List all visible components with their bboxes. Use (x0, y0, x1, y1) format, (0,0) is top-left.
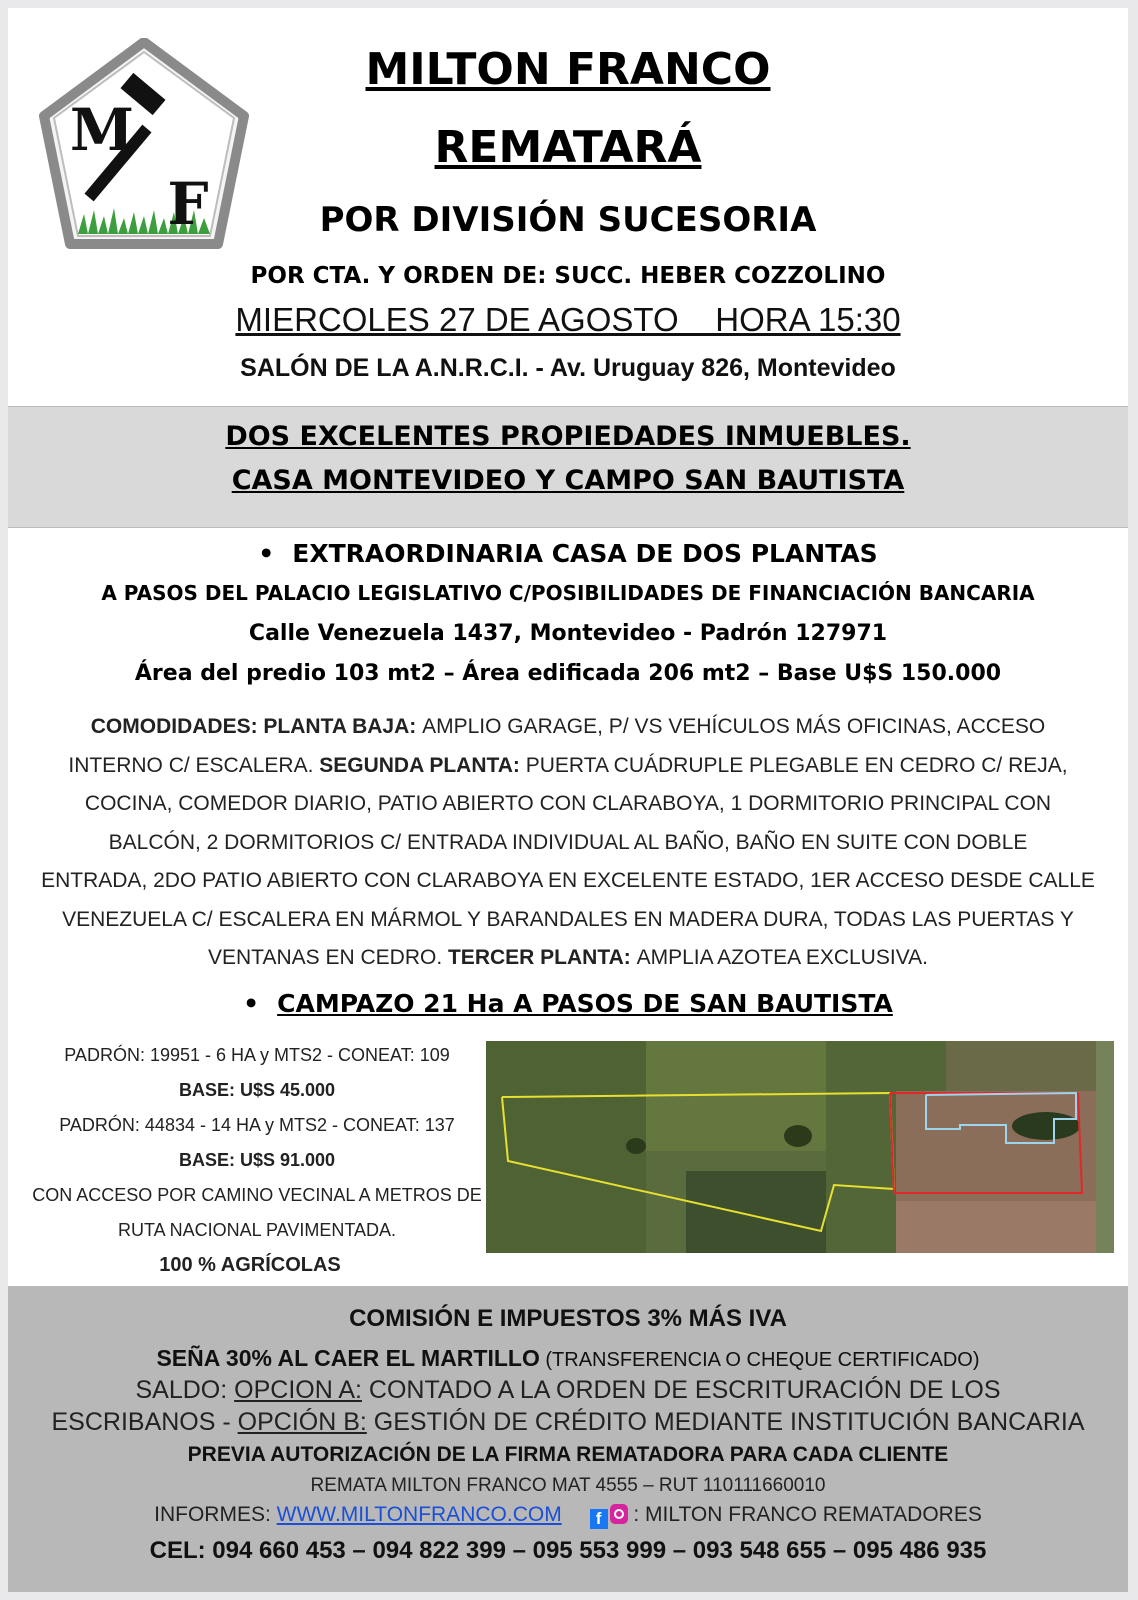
info-contact: INFORMES: WWW.MILTONFRANCO.COM f : MILTON FRANCO REMATADORES (154, 1503, 982, 1528)
prior-authorization: PREVIA AUTORIZACIÓN DE LA FIRMA REMATADORA PARA CADA CLIENTE (187, 1443, 949, 1466)
on-behalf-of: POR CTA. Y ORDEN DE: SUCC. HEBER COZZOLINO (250, 263, 886, 289)
website-link[interactable]: WWW.MILTONFRANCO.COM (276, 1503, 562, 1526)
farm-details (22, 1038, 492, 1283)
title-line-1: MILTON FRANCO (365, 44, 771, 95)
logo-letter-m: M (69, 96, 135, 164)
balance-option-b: ESCRIBANOS - OPCIÓN B: GESTIÓN DE CRÉDITO MEDIANTE INSTITUCIÓN BANCARIA (51, 1408, 1085, 1436)
house-description: COMODIDADES: PLANTA BAJA: AMPLIO GARAGE, P/ VS VEHÍCULOS MÁS OFICINAS, ACCESO INTERNO C/ ESCALERA. SEGUNDA PLANTA: PUERTA CUÁDRUPLE PLEGABLE EN CEDRO C/ REJA, COCINA, COMEDOR DIARIO, PATIO ABIERTO CON CLARABOYA, 1 DORMITORIO PRINCIPAL CON BALCÓN, 2 DORMITORIOS C/ ENTRADA INDIVIDUAL AL BAÑO, BAÑO EN SUITE CON DOBLE ENTRADA, 2DO PATIO ABIERTO CON CLARABOYA EN EXCELENTE ESTADO, 1ER ACCESO DESDE CALLE VENEZUELA C/ ESCALERA EN MÁRMOL Y BARANDALES EN MADERA DURA, TODAS LAS PUERTAS Y VENTANAS EN CEDRO. TERCER PLANTA: AMPLIA AZOTEA EXCLUSIVA. (41, 715, 1095, 969)
farm-title-text: CAMPAZO 21 Ha A PASOS DE SAN BAUTISTA (277, 989, 893, 1018)
house-tagline: A PASOS DEL PALACIO LEGISLATIVO C/POSIBILIDADES DE FINANCIACIÓN BANCARIA (101, 581, 1035, 605)
house-areas-base: Área del predio 103 mt2 – Área edificada 206 mt2 – Base U$S 150.000 (134, 661, 1002, 686)
agricultural-label: 100 % AGRÍCOLAS (159, 1254, 341, 1276)
padron-1: PADRÓN: 19951 - 6 HA y MTS2 - CONEAT: 109 (64, 1045, 450, 1065)
subtitle: POR DIVISIÓN SUCESORIA (319, 200, 817, 240)
base-2: BASE: U$S 91.000 (178, 1150, 336, 1170)
facebook-icon: f (590, 1509, 608, 1529)
flyer (8, 8, 1128, 1592)
base-1: BASE: U$S 45.000 (178, 1080, 336, 1100)
auction-venue: SALÓN DE LA A.N.R.C.I. - Av. Uruguay 826, Montevideo (240, 354, 896, 382)
phone-numbers: CEL: 094 660 453 – 094 822 399 – 095 553 999 – 093 548 655 – 095 486 935 (149, 1537, 987, 1564)
headline-line-1: DOS EXCELENTES PROPIEDADES INMUEBLES. (225, 421, 911, 452)
access-line-2: RUTA NACIONAL PAVIMENTADA. (117, 1220, 397, 1240)
headline-band (8, 406, 1128, 528)
deposit-terms: SEÑA 30% AL CAER EL MARTILLO (TRANSFERENCIA O CHEQUE CERTIFICADO) (156, 1345, 980, 1371)
terms-band (8, 1286, 1128, 1592)
house-address: Calle Venezuela 1437, Montevideo - Padrón 127971 (248, 621, 888, 646)
bullet (243, 986, 277, 1022)
title-line-2: REMATARÁ (434, 122, 702, 173)
farm-title (8, 986, 1128, 1022)
house-title (8, 536, 1128, 572)
auction-date-time: MIERCOLES 27 DE AGOSTO HORA 15:30 (235, 301, 901, 338)
headline-line-2: CASA MONTEVIDEO Y CAMPO SAN BAUTISTA (231, 465, 905, 496)
auctioneer-registration: REMATA MILTON FRANCO MAT 4555 – RUT 110111660010 (310, 1475, 826, 1496)
commission: COMISIÓN E IMPUESTOS 3% MÁS IVA (349, 1305, 787, 1332)
balance-option-a: SALDO: OPCION A: CONTADO A LA ORDEN DE ESCRITURACIÓN DE LOS (135, 1376, 1001, 1404)
logo-letter-f: F (167, 170, 209, 238)
padron-2: PADRÓN: 44834 - 14 HA y MTS2 - CONEAT: 137 (59, 1115, 455, 1135)
access-line-1: CON ACCESO POR CAMINO VECINAL A METROS DE (32, 1185, 482, 1205)
instagram-icon (610, 1504, 628, 1524)
farm-aerial-photo (486, 1041, 1114, 1253)
house-title-text: • EXTRAORDINARIA CASA DE DOS PLANTAS (258, 539, 877, 568)
